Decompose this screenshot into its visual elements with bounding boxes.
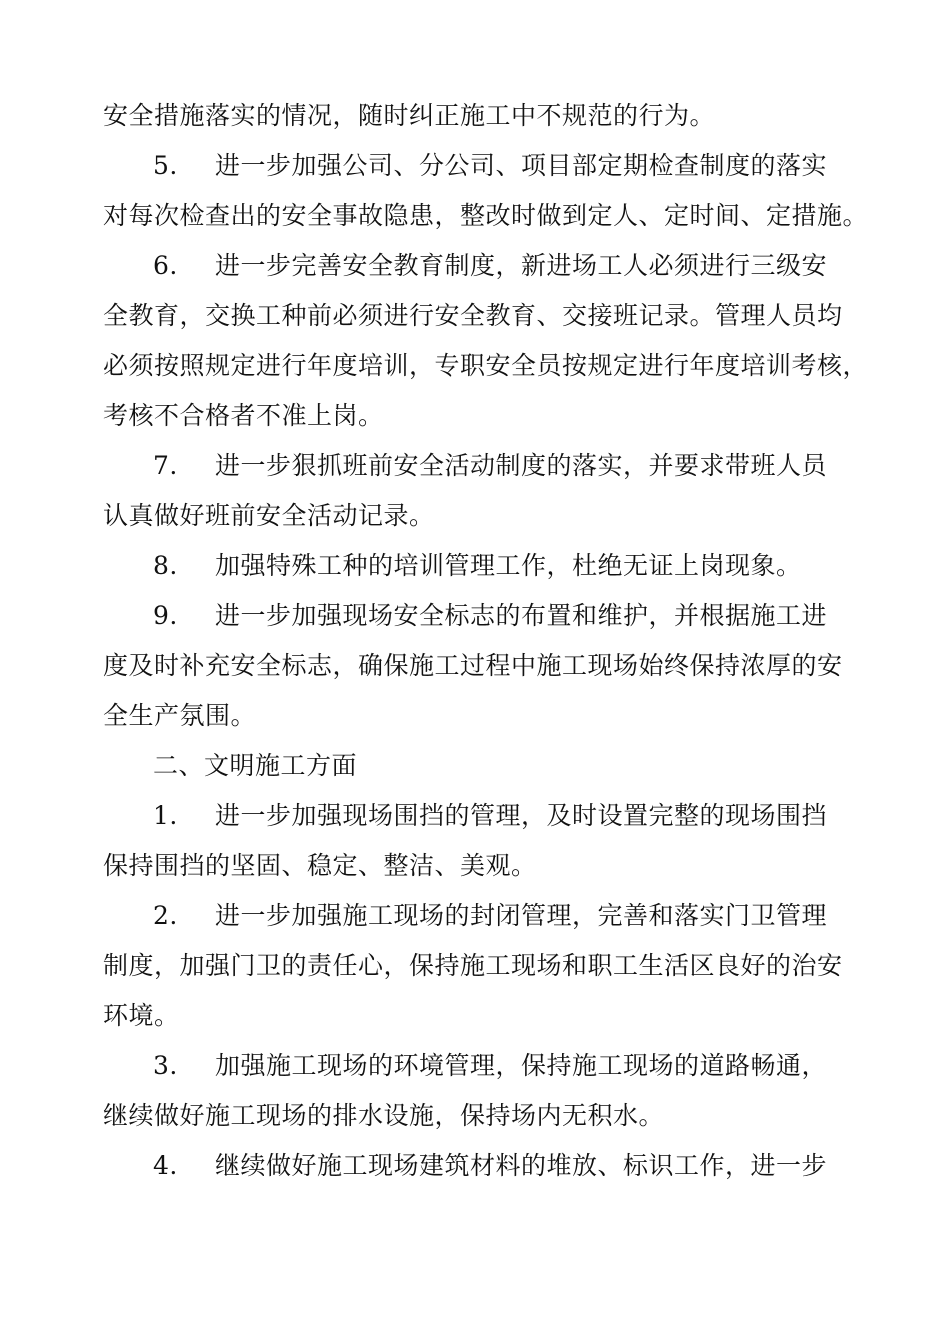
line-text: 继续做好施工现场的排水设施，保持场内无积水。	[103, 1101, 665, 1130]
text-line	[103, 351, 868, 381]
line-text: 进一步加强现场围挡的管理，及时设置完整的现场围挡	[215, 801, 828, 830]
line-text: 加强施工现场的环境管理，保持施工现场的道路畅通，	[215, 1051, 828, 1080]
list-item	[103, 901, 827, 931]
text-line	[103, 651, 843, 681]
line-text: 全教育，交换工种前必须进行安全教育、交接班记录。管理人员均	[103, 301, 843, 330]
list-item	[103, 151, 827, 181]
list-item	[103, 1151, 827, 1181]
line-text: 制度，加强门卫的责任心，保持施工现场和职工生活区良好的治安	[103, 951, 843, 980]
line-text: 进一步狠抓班前安全活动制度的落实，并要求带班人员	[215, 451, 828, 480]
line-text: 认真做好班前安全活动记录。	[103, 501, 435, 530]
line-text: 进一步加强施工现场的封闭管理，完善和落实门卫管理	[215, 901, 828, 930]
line-text: 考核不合格者不准上岗。	[103, 401, 384, 430]
line-text: 环境。	[103, 1001, 180, 1030]
list-item	[103, 801, 827, 831]
line-text: 度及时补充安全标志，确保施工过程中施工现场始终保持浓厚的安	[103, 651, 843, 680]
item-number: 1.	[153, 801, 178, 830]
text-line	[103, 951, 843, 981]
line-text: 进一步加强公司、分公司、项目部定期检查制度的落实	[215, 151, 828, 180]
item-number: 6.	[153, 251, 178, 280]
list-item	[103, 251, 827, 281]
list-item	[103, 1051, 827, 1081]
text-line	[103, 851, 537, 881]
line-text: 安全措施落实的情况，随时纠正施工中不规范的行为。	[103, 101, 716, 130]
item-number: 5.	[153, 151, 178, 180]
line-text: 对每次检查出的安全事故隐患，整改时做到定人、定时间、定措施。	[103, 201, 869, 230]
item-number: 8.	[153, 551, 178, 580]
text-line	[103, 201, 868, 231]
text-line	[103, 501, 435, 531]
item-number: 7.	[153, 451, 178, 480]
item-number: 4.	[153, 1151, 178, 1180]
section-heading	[103, 751, 357, 781]
item-number: 9.	[153, 601, 178, 630]
line-text: 保持围挡的坚固、稳定、整洁、美观。	[103, 851, 537, 880]
line-text: 全生产氛围。	[103, 701, 257, 730]
list-item	[103, 451, 827, 481]
list-item	[103, 551, 802, 581]
line-text: 进一步完善安全教育制度，新进场工人必须进行三级安	[215, 251, 828, 280]
item-number: 2.	[153, 901, 178, 930]
line-text: 必须按照规定进行年度培训，专职安全员按规定进行年度培训考核，	[103, 351, 869, 380]
text-line	[103, 301, 843, 331]
list-item	[103, 601, 827, 631]
line-text: 进一步加强现场安全标志的布置和维护，并根据施工进	[215, 601, 828, 630]
heading-text: 二、文明施工方面	[153, 751, 358, 780]
text-line	[103, 1001, 180, 1031]
text-line	[103, 701, 256, 731]
item-number: 3.	[153, 1051, 178, 1080]
text-line	[103, 1101, 664, 1131]
line-text: 继续做好施工现场建筑材料的堆放、标识工作，进一步	[215, 1151, 828, 1180]
line-text: 加强特殊工种的培训管理工作，杜绝无证上岗现象。	[215, 551, 802, 580]
text-line	[103, 101, 715, 131]
text-line	[103, 401, 384, 431]
